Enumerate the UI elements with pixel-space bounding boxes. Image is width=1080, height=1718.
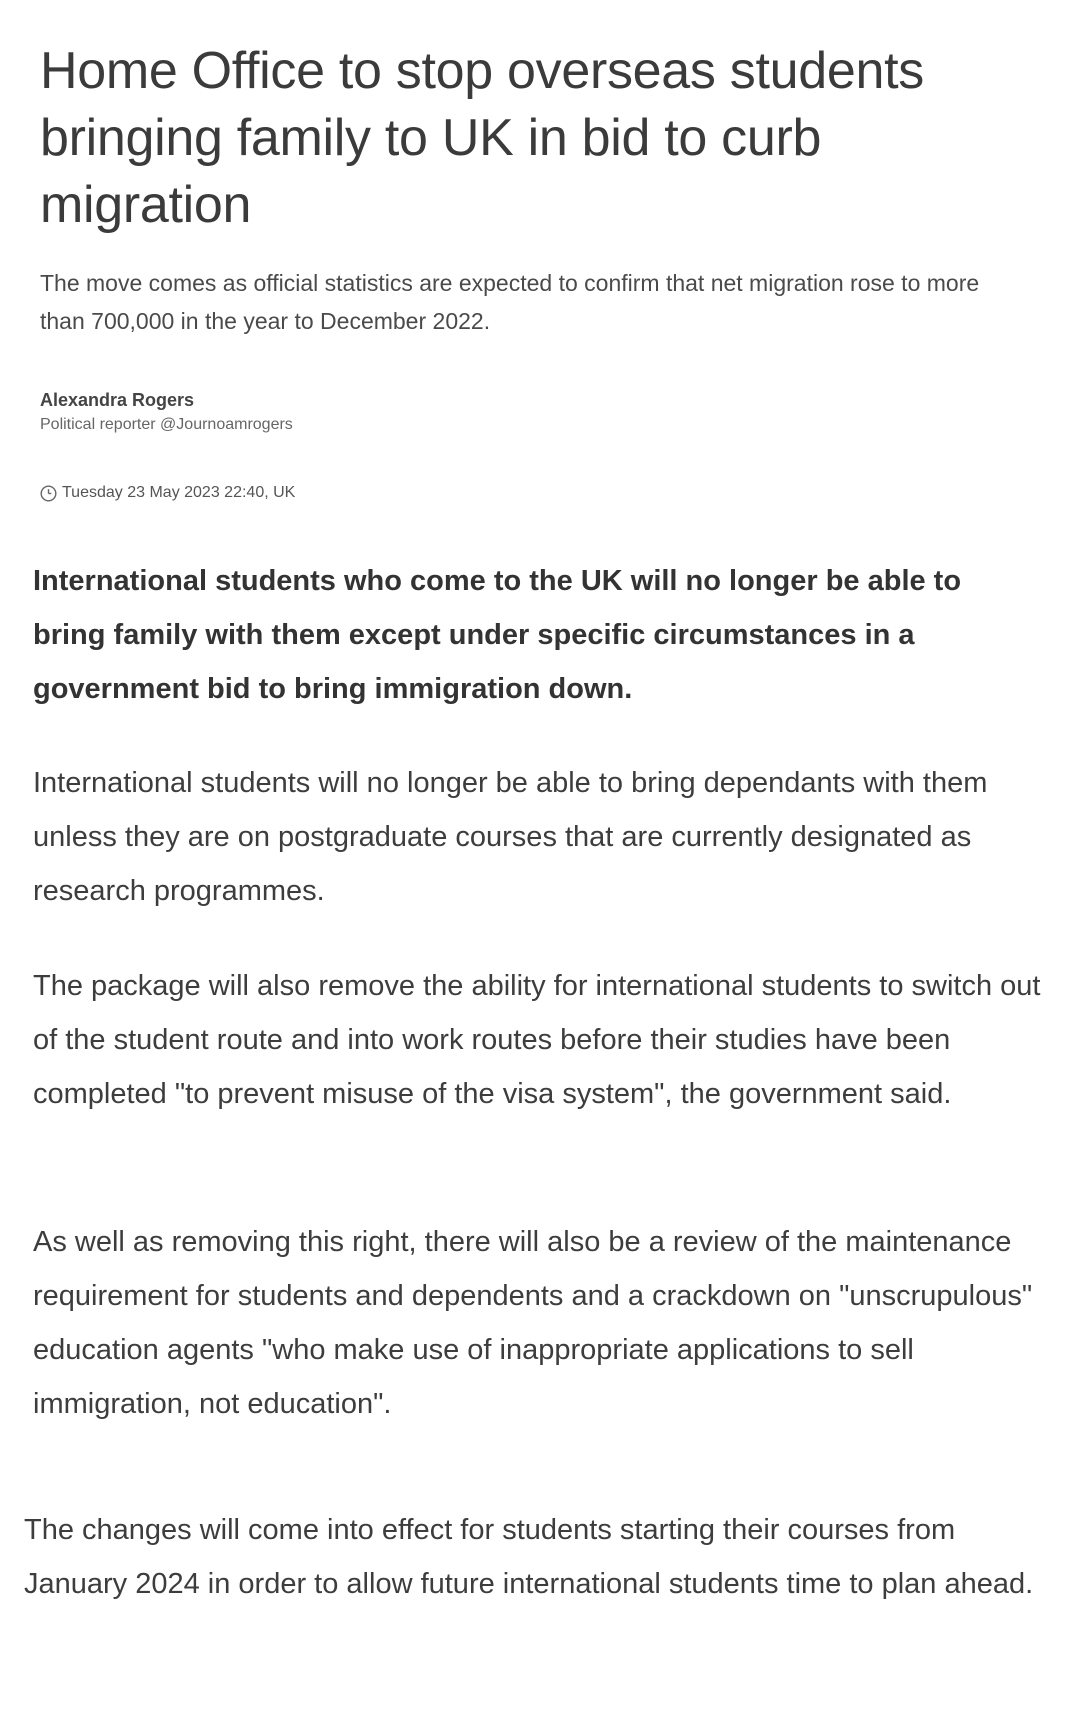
timestamp-text: Tuesday 23 May 2023 22:40, UK <box>62 484 296 501</box>
article-lead: International students who come to the UK will no longer be able to bring family with them except under specific circumstances in a government bid to bring immigration down. <box>33 565 962 705</box>
body-paragraph: The package will also remove the ability for international students to switch out of the student route and into work routes before their studies have been completed "to prevent misuse of the visa system", the government said. <box>33 970 1041 1110</box>
author-role[interactable]: Political reporter @Journoamrogers <box>40 416 293 433</box>
article-timestamp <box>40 482 295 504</box>
article-standfirst: The move comes as official statistics are expected to confirm that net migration rose to more than 700,000 in the year to December 2022. <box>40 270 980 334</box>
body-paragraph: International students will no longer be able to bring dependants with them unless they are on postgraduate courses that are currently designated as research programmes. <box>33 767 988 907</box>
author-name[interactable]: Alexandra Rogers <box>40 390 195 410</box>
clock-icon <box>40 485 57 502</box>
body-paragraph: The changes will come into effect for students starting their courses from January 2024 in order to allow future international students time to plan ahead. <box>24 1514 1034 1600</box>
body-paragraph: As well as removing this right, there will also be a review of the maintenance requirement for students and dependents and a crackdown on "unscrupulous" education agents "who make use of inappropriate applications to sell immigration, not education". <box>33 1226 1033 1420</box>
article-headline: Home Office to stop overseas students bringing family to UK in bid to curb migration <box>40 42 924 234</box>
